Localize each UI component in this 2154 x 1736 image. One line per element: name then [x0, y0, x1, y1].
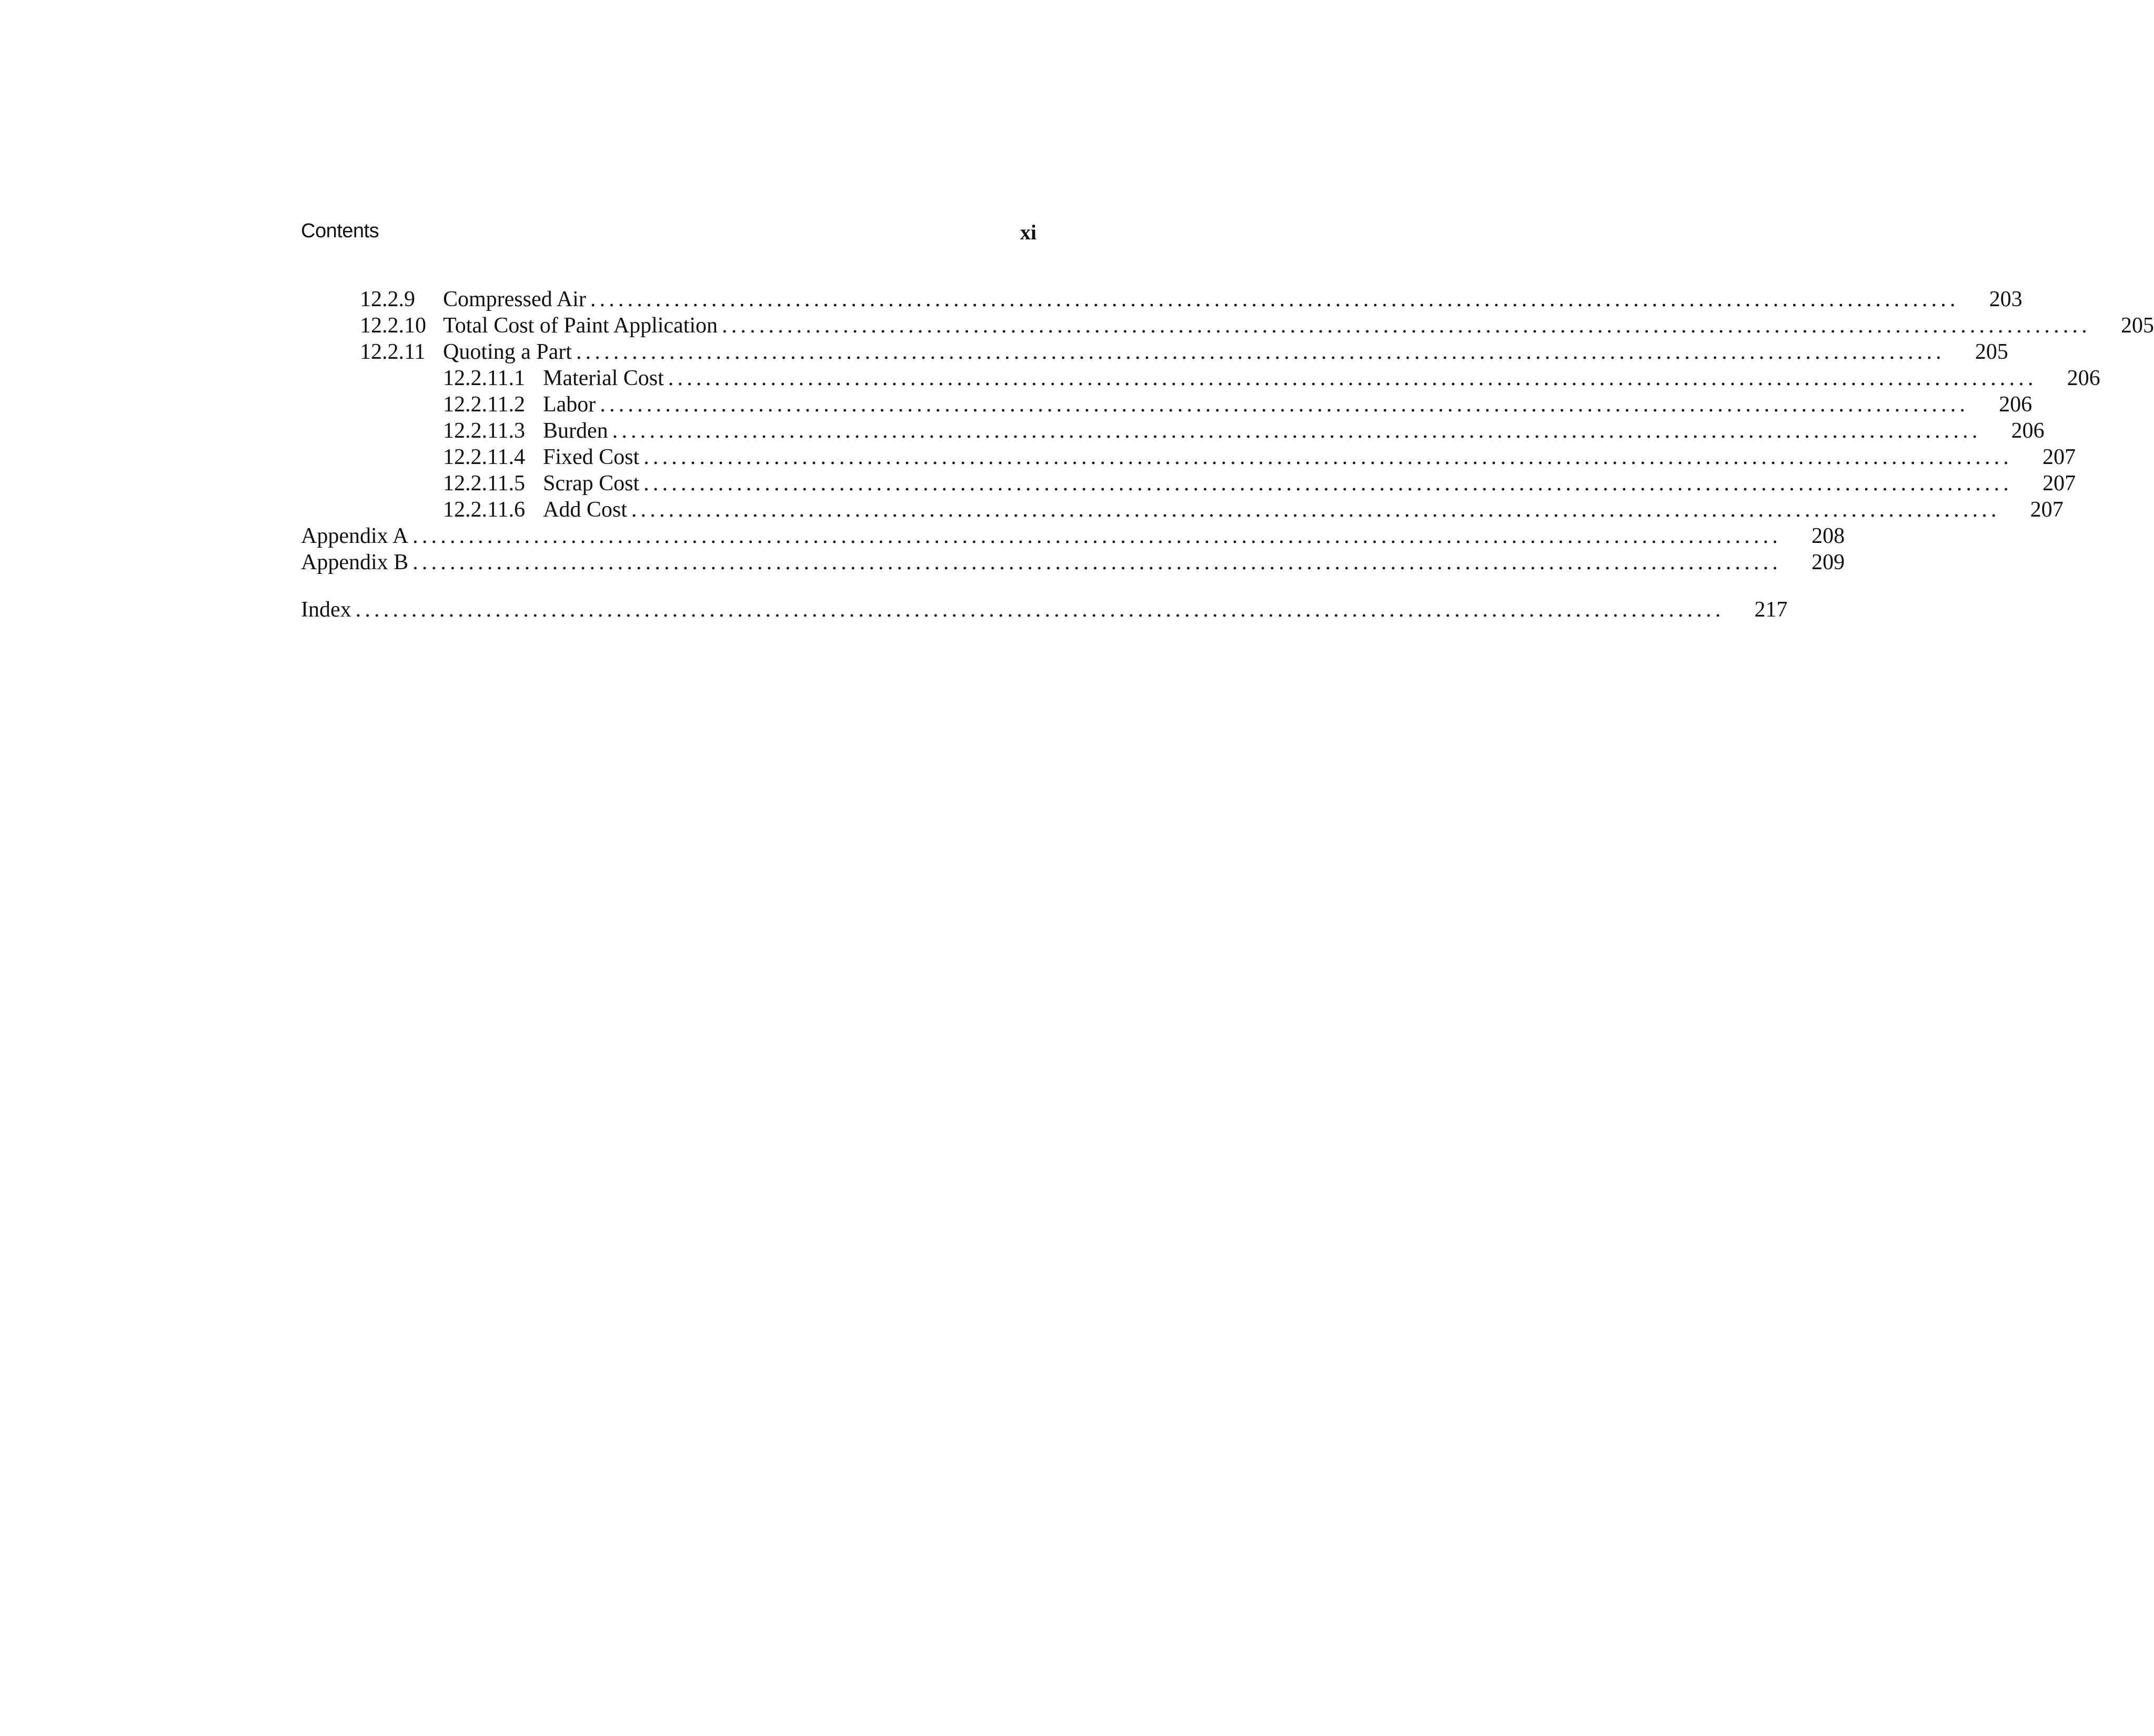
- toc-entry-page: 207: [2030, 498, 2064, 522]
- running-title: Contents: [301, 220, 379, 242]
- toc-entry-appendix-a[interactable]: [301, 523, 1845, 549]
- toc-entry-appendix-b[interactable]: [301, 549, 1845, 576]
- table-of-contents: [301, 286, 2154, 623]
- toc-entry-title: Total Cost of Paint Application: [443, 314, 718, 338]
- toc-entry-number: 12.2.11.2: [443, 392, 525, 417]
- dot-leader: ...................................................................................................................................................: [412, 524, 1782, 548]
- toc-entry-12-2-11-4[interactable]: [301, 444, 2076, 470]
- toc-entry-number: 12.2.10: [360, 314, 426, 338]
- dot-leader: ...................................................................................................................................................: [643, 471, 2013, 496]
- toc-entry-index[interactable]: [301, 597, 1788, 623]
- toc-entry-title: Labor: [543, 392, 596, 417]
- toc-entry-page: 205: [1975, 340, 2008, 364]
- toc-entry-title: Fixed Cost: [543, 445, 640, 469]
- dot-leader: ...................................................................................................................................................: [412, 550, 1782, 574]
- toc-entry-page: 207: [2042, 445, 2076, 469]
- toc-entry-page: 209: [1811, 550, 1845, 574]
- toc-entry-title: Scrap Cost: [543, 471, 640, 496]
- toc-entry-page: 206: [2067, 366, 2100, 390]
- toc-entry-12-2-10[interactable]: [301, 312, 2154, 339]
- toc-entry-title: Index: [301, 598, 351, 622]
- dot-leader: ...................................................................................................................................................: [612, 419, 1981, 443]
- toc-entry-number: 12.2.11.3: [443, 419, 525, 443]
- toc-entry-page: 206: [2011, 419, 2045, 443]
- dot-leader: ...................................................................................................................................................: [631, 498, 2000, 522]
- toc-entry-page: 205: [2120, 314, 2154, 338]
- dot-leader: ...................................................................................................................................................: [668, 366, 2037, 390]
- dot-leader: ...................................................................................................................................................: [643, 445, 2013, 469]
- toc-entry-number: 12.2.11: [360, 340, 426, 364]
- toc-entry-title: Appendix A: [301, 524, 409, 548]
- toc-entry-number: 12.2.11.1: [443, 366, 525, 390]
- toc-entry-title: Compressed Air: [443, 287, 586, 311]
- toc-entry-12-2-11-6[interactable]: [301, 497, 2064, 523]
- dot-leader: ...................................................................................................................................................: [355, 598, 1725, 622]
- page-number-roman: xi: [1020, 220, 1036, 244]
- toc-entry-title: Quoting a Part: [443, 340, 572, 364]
- toc-entry-number: 12.2.11.4: [443, 445, 525, 469]
- toc-entry-page: 208: [1811, 524, 1845, 548]
- dot-leader: ...................................................................................................................................................: [722, 314, 2091, 338]
- toc-entry-page: 207: [2042, 471, 2076, 496]
- toc-entry-page: 217: [1754, 598, 1788, 622]
- toc-entry-12-2-11-3[interactable]: [301, 418, 2045, 444]
- toc-entry-12-2-11-5[interactable]: [301, 470, 2076, 497]
- toc-entry-page: 206: [1999, 392, 2032, 417]
- dot-leader: ...................................................................................................................................................: [590, 287, 1959, 311]
- toc-entry-12-2-11-1[interactable]: [301, 365, 2100, 391]
- toc-entry-12-2-11-2[interactable]: [301, 391, 2032, 418]
- toc-entry-title: Burden: [543, 419, 608, 443]
- toc-entry-number: 12.2.9: [360, 287, 415, 311]
- toc-entry-number: 12.2.11.6: [443, 498, 525, 522]
- page-header: [301, 220, 1036, 249]
- toc-entry-title: Material Cost: [543, 366, 664, 390]
- toc-entry-12-2-11[interactable]: [301, 339, 2008, 365]
- toc-entry-number: 12.2.11.5: [443, 471, 525, 496]
- toc-entry-12-2-9[interactable]: [301, 286, 2022, 312]
- dot-leader: ...................................................................................................................................................: [600, 392, 1969, 417]
- toc-entry-title: Add Cost: [543, 498, 627, 522]
- toc-entry-title: Appendix B: [301, 550, 409, 574]
- dot-leader: ...................................................................................................................................................: [576, 340, 1945, 364]
- toc-entry-page: 203: [1989, 287, 2022, 311]
